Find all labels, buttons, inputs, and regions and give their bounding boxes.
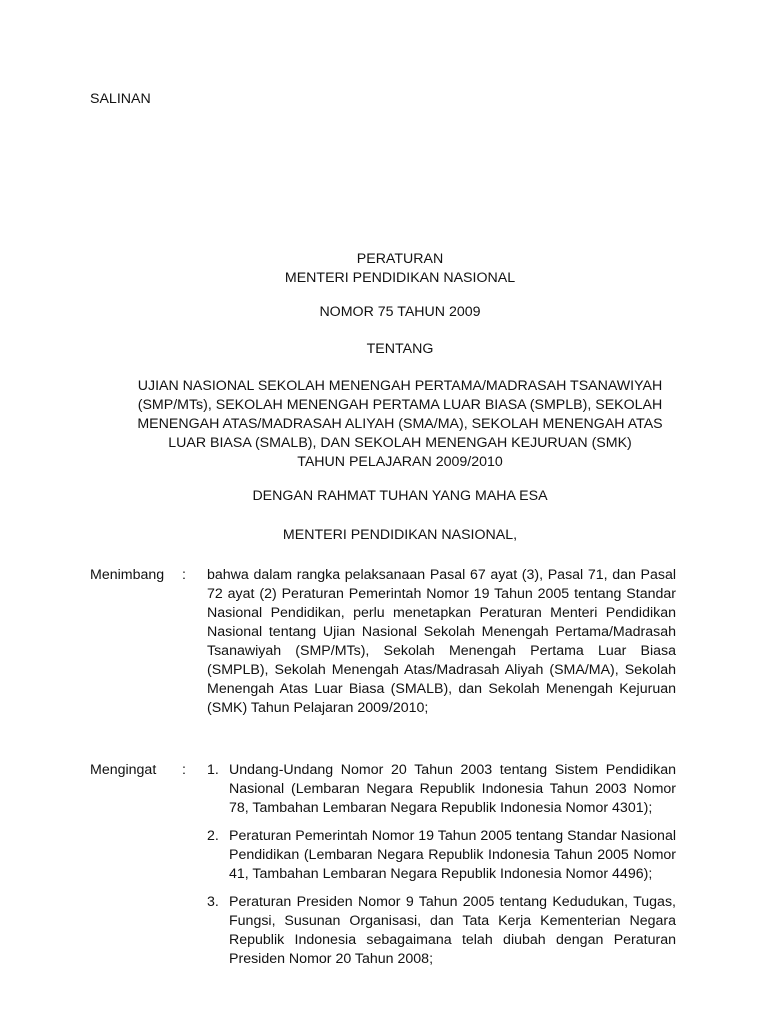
subject-line-5: TAHUN PELAJARAN 2009/2010 [297,454,503,470]
salinan-label: SALINAN [90,91,151,107]
list-item [207,827,676,884]
menimbang-label: Menimbang [90,567,165,583]
regulation-subject [60,377,740,472]
mengingat-list [207,761,676,978]
list-item [207,761,676,818]
list-item [207,893,676,969]
tentang-label: TENTANG [366,341,434,357]
list-item-text: Peraturan Pemerintah Nomor 19 Tahun 2005 tentang Standar Nasional Pendidikan (Lembaran Negara Republik Indonesia Tahun 2005 Nomor 41, Tambahan Lembaran Negara Republik Indonesia Nomor 4496); [229,828,676,882]
mengingat-label: Mengingat [90,762,157,778]
subject-line-2: (SMP/MTs), SEKOLAH MENENGAH PERTAMA LUAR BIASA (SMPLB), SEKOLAH [137,397,663,413]
heading-line-2: MENTERI PENDIDIKAN NASIONAL [284,270,516,286]
regulation-heading [60,250,740,288]
regulation-number: NOMOR 75 TAHUN 2009 [319,304,481,320]
subject-line-1: UJIAN NASIONAL SEKOLAH MENENGAH PERTAMA/MADRASAH TSANAWIYAH [137,378,663,394]
subject-line-4: LUAR BIASA (SMALB), DAN SEKOLAH MENENGAH KEJURUAN (SMK) [168,435,632,451]
menimbang-colon: : [182,567,186,583]
list-item-number: 1. [207,762,219,778]
list-item-text: Peraturan Presiden Nomor 9 Tahun 2005 tentang Kedudukan, Tugas, Fungsi, Susunan Organisasi, dan Tata Kerja Kementerian Negara Republik Indonesia sebagaimana telah diubah dengan Peraturan Presiden Nomor 20 Tahun 2008; [229,894,676,967]
minister-line: MENTERI PENDIDIKAN NASIONAL, [282,527,518,543]
list-item-number: 2. [207,828,219,844]
mengingat-colon: : [182,762,186,778]
rahmat-line: DENGAN RAHMAT TUHAN YANG MAHA ESA [252,488,548,504]
list-item-number: 3. [207,894,219,910]
subject-line-3: MENENGAH ATAS/MADRASAH ALIYAH (SMA/MA), SEKOLAH MENENGAH ATAS [137,416,663,432]
menimbang-text: bahwa dalam rangka pelaksanaan Pasal 67 ayat (3), Pasal 71, dan Pasal 72 ayat (2) Peraturan Pemerintah Nomor 19 Tahun 2005 tentang Standar Nasional Pendidikan, perlu menetapkan Peraturan Menteri Pendidikan Nasional tentang Ujian Nasional Sekolah Menengah Pertama/Madrasah Tsanawiyah (SMP/MTs), Sekolah Menengah Pertama Luar Biasa (SMPLB), Sekolah Menengah Atas/Madrasah Aliyah (SMA/MA), Sekolah Menengah Atas Luar Biasa (SMALB), dan Sekolah Menengah Kejuruan (SMK) Tahun Pelajaran 2009/2010; [207,567,676,716]
heading-line-1: PERATURAN [356,251,444,267]
list-item-text: Undang-Undang Nomor 20 Tahun 2003 tentang Sistem Pendidikan Nasional (Lembaran Negara Republik Indonesia Tahun 2003 Nomor 78, Tambahan Lembaran Negara Republik Indonesia Nomor 4301); [229,762,676,816]
